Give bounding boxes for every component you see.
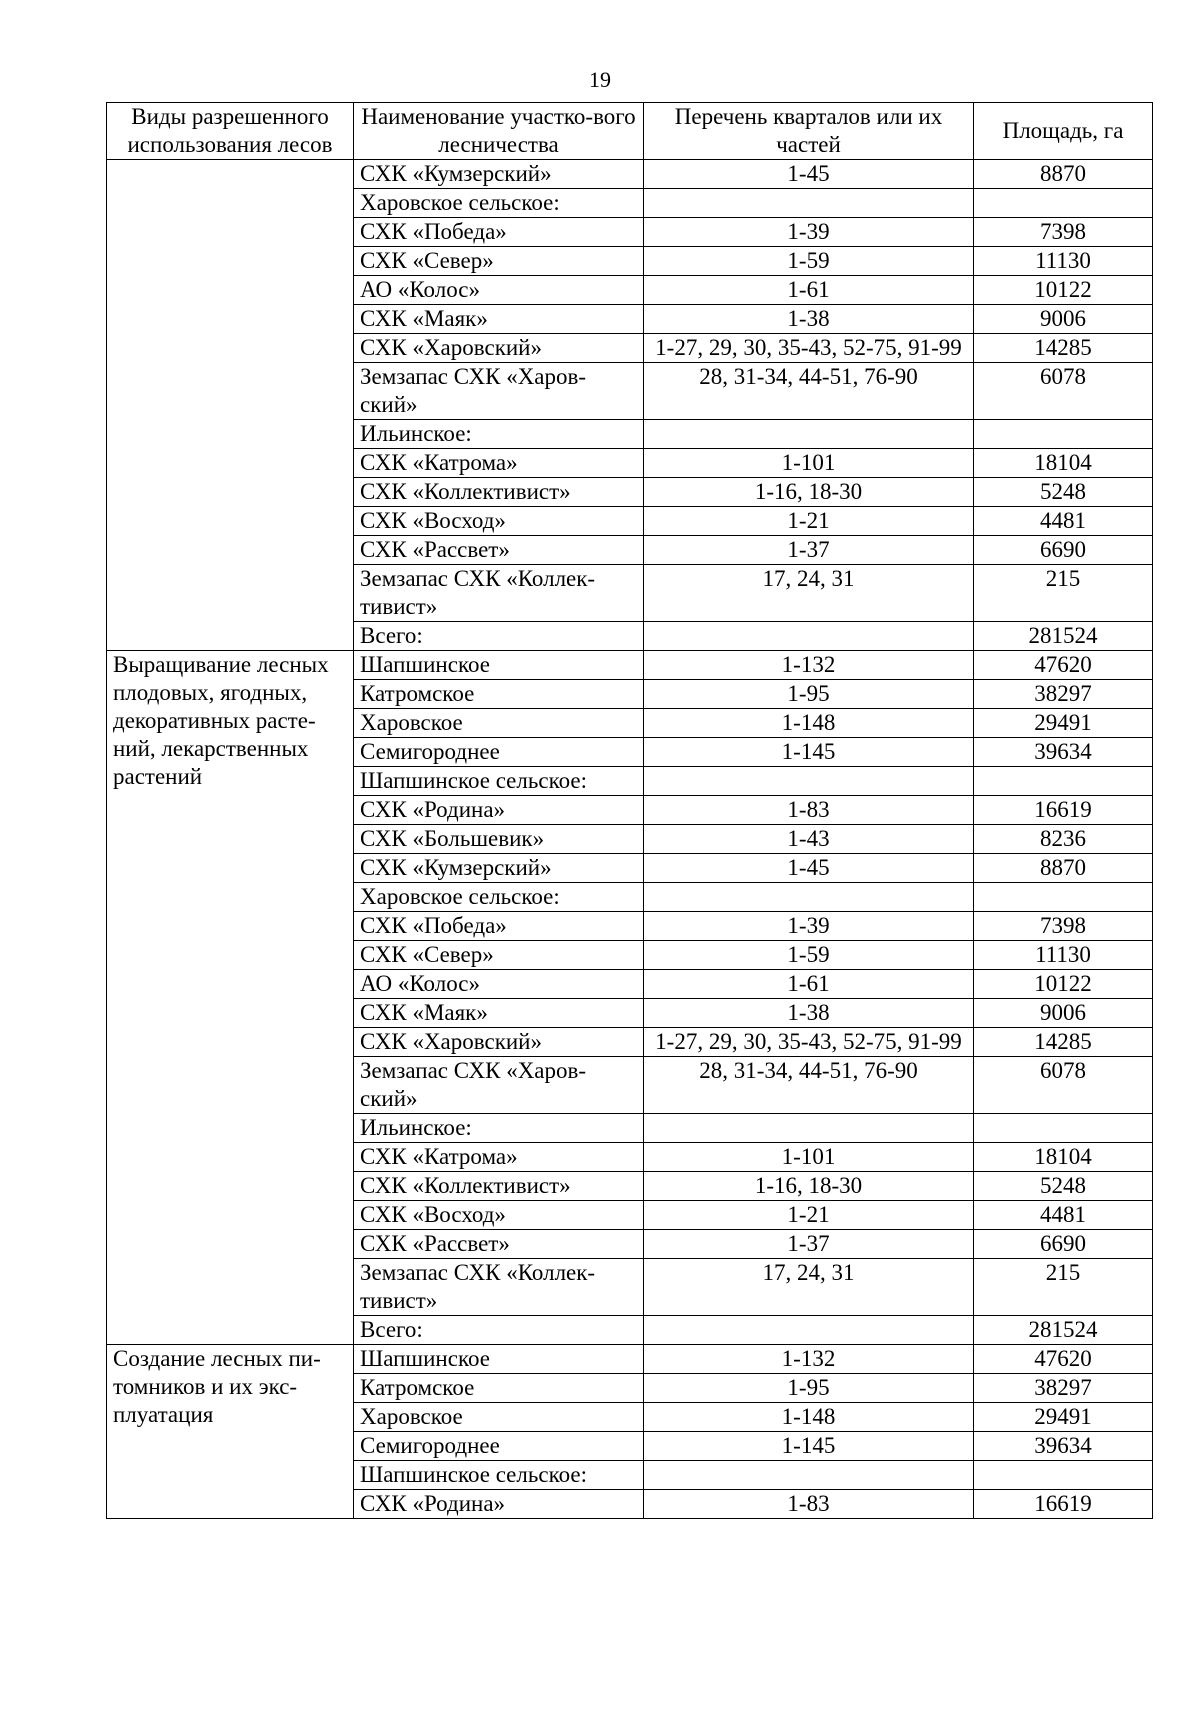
quarters-cell: 1-61 bbox=[644, 276, 974, 305]
area-cell: 16619 bbox=[974, 1490, 1153, 1519]
quarters-cell: 28, 31-34, 44-51, 76-90 bbox=[644, 363, 974, 420]
quarters-cell: 1-16, 18-30 bbox=[644, 478, 974, 507]
forestry-name-cell: Семигороднее bbox=[354, 738, 644, 767]
quarters-cell bbox=[644, 622, 974, 651]
forestry-name-cell: Катромское bbox=[354, 1374, 644, 1403]
forest-use-table bbox=[106, 102, 1153, 1519]
area-cell: 14285 bbox=[974, 334, 1153, 363]
area-cell: 39634 bbox=[974, 738, 1153, 767]
quarters-cell: 1-148 bbox=[644, 1403, 974, 1432]
area-cell: 4481 bbox=[974, 1201, 1153, 1230]
area-cell bbox=[974, 767, 1153, 796]
quarters-cell: 1-43 bbox=[644, 825, 974, 854]
forestry-name-cell: СХК «Восход» bbox=[354, 507, 644, 536]
area-cell: 18104 bbox=[974, 449, 1153, 478]
forestry-name-cell: Земзапас СХК «Харов-ский» bbox=[354, 363, 644, 420]
area-cell: 6690 bbox=[974, 1230, 1153, 1259]
forestry-name-cell: СХК «Харовский» bbox=[354, 334, 644, 363]
area-cell: 18104 bbox=[974, 1143, 1153, 1172]
quarters-cell: 1-21 bbox=[644, 1201, 974, 1230]
area-cell: 47620 bbox=[974, 1345, 1153, 1374]
forestry-name-cell: СХК «Родина» bbox=[354, 796, 644, 825]
forestry-name-cell: Катромское bbox=[354, 680, 644, 709]
area-cell: 11130 bbox=[974, 941, 1153, 970]
area-cell: 38297 bbox=[974, 1374, 1153, 1403]
forestry-name-cell: СХК «Север» bbox=[354, 941, 644, 970]
table-header-row bbox=[107, 103, 1153, 160]
forestry-name-cell: СХК «Победа» bbox=[354, 912, 644, 941]
forestry-name-cell: СХК «Катрома» bbox=[354, 449, 644, 478]
forestry-name-cell: АО «Колос» bbox=[354, 276, 644, 305]
area-cell: 8236 bbox=[974, 825, 1153, 854]
forestry-name-cell: Ильинское: bbox=[354, 420, 644, 449]
area-cell: 29491 bbox=[974, 1403, 1153, 1432]
quarters-cell: 1-37 bbox=[644, 536, 974, 565]
forestry-name-cell: СХК «Маяк» bbox=[354, 999, 644, 1028]
forestry-name-cell: Земзапас СХК «Коллек-тивист» bbox=[354, 565, 644, 622]
quarters-cell bbox=[644, 883, 974, 912]
area-cell bbox=[974, 1461, 1153, 1490]
quarters-cell: 1-83 bbox=[644, 1490, 974, 1519]
area-cell: 10122 bbox=[974, 276, 1153, 305]
forestry-name-cell: СХК «Кумзерский» bbox=[354, 160, 644, 189]
page-number: 19 bbox=[589, 67, 611, 92]
area-cell: 10122 bbox=[974, 970, 1153, 999]
forestry-name-cell: СХК «Коллективист» bbox=[354, 1172, 644, 1201]
area-cell: 38297 bbox=[974, 680, 1153, 709]
forestry-name-cell: СХК «Кумзерский» bbox=[354, 854, 644, 883]
forestry-name-cell: Ильинское: bbox=[354, 1114, 644, 1143]
area-cell: 7398 bbox=[974, 912, 1153, 941]
area-cell: 7398 bbox=[974, 218, 1153, 247]
area-cell: 5248 bbox=[974, 478, 1153, 507]
forestry-name-cell: СХК «Большевик» bbox=[354, 825, 644, 854]
quarters-cell: 1-59 bbox=[644, 247, 974, 276]
area-cell: 4481 bbox=[974, 507, 1153, 536]
quarters-cell: 17, 24, 31 bbox=[644, 565, 974, 622]
quarters-cell: 1-59 bbox=[644, 941, 974, 970]
forestry-name-cell: СХК «Рассвет» bbox=[354, 1230, 644, 1259]
quarters-cell bbox=[644, 1461, 974, 1490]
forestry-name-cell: СХК «Восход» bbox=[354, 1201, 644, 1230]
quarters-cell: 1-132 bbox=[644, 1345, 974, 1374]
forestry-name-cell: Шапшинское сельское: bbox=[354, 1461, 644, 1490]
forestry-name-cell: СХК «Коллективист» bbox=[354, 478, 644, 507]
use-type-cell: Выращивание лесных плодовых, ягодных, декоративных расте-ний, лекарственных растений bbox=[107, 651, 354, 1345]
quarters-cell bbox=[644, 1316, 974, 1345]
area-cell: 39634 bbox=[974, 1432, 1153, 1461]
area-cell: 16619 bbox=[974, 796, 1153, 825]
quarters-cell: 1-45 bbox=[644, 160, 974, 189]
quarters-cell: 1-16, 18-30 bbox=[644, 1172, 974, 1201]
area-cell bbox=[974, 189, 1153, 218]
forestry-name-cell: СХК «Победа» bbox=[354, 218, 644, 247]
forestry-name-cell: Семигороднее bbox=[354, 1432, 644, 1461]
area-cell: 281524 bbox=[974, 622, 1153, 651]
use-type-cell bbox=[107, 160, 354, 651]
quarters-cell bbox=[644, 189, 974, 218]
header-forestry: Наименование участко-вого лесничества bbox=[354, 103, 644, 160]
use-type-cell: Создание лесных пи-томников и их экс-плуатация bbox=[107, 1345, 354, 1519]
area-cell: 29491 bbox=[974, 709, 1153, 738]
quarters-cell: 17, 24, 31 bbox=[644, 1259, 974, 1316]
forestry-name-cell: СХК «Катрома» bbox=[354, 1143, 644, 1172]
quarters-cell: 1-132 bbox=[644, 651, 974, 680]
forestry-name-cell: Всего: bbox=[354, 1316, 644, 1345]
area-cell bbox=[974, 883, 1153, 912]
area-cell: 9006 bbox=[974, 999, 1153, 1028]
quarters-cell: 28, 31-34, 44-51, 76-90 bbox=[644, 1057, 974, 1114]
quarters-cell bbox=[644, 767, 974, 796]
forestry-name-cell: СХК «Харовский» bbox=[354, 1028, 644, 1057]
quarters-cell: 1-95 bbox=[644, 680, 974, 709]
quarters-cell: 1-83 bbox=[644, 796, 974, 825]
quarters-cell bbox=[644, 420, 974, 449]
quarters-cell: 1-148 bbox=[644, 709, 974, 738]
area-cell: 8870 bbox=[974, 160, 1153, 189]
area-cell: 47620 bbox=[974, 651, 1153, 680]
area-cell: 215 bbox=[974, 1259, 1153, 1316]
forestry-name-cell: СХК «Маяк» bbox=[354, 305, 644, 334]
table-row bbox=[107, 651, 1153, 680]
area-cell: 6078 bbox=[974, 1057, 1153, 1114]
quarters-cell: 1-37 bbox=[644, 1230, 974, 1259]
quarters-cell: 1-27, 29, 30, 35-43, 52-75, 91-99 bbox=[644, 334, 974, 363]
forestry-name-cell: Харовское bbox=[354, 709, 644, 738]
quarters-cell: 1-38 bbox=[644, 999, 974, 1028]
forestry-name-cell: СХК «Рассвет» bbox=[354, 536, 644, 565]
forestry-name-cell: Всего: bbox=[354, 622, 644, 651]
forestry-name-cell: Харовское bbox=[354, 1403, 644, 1432]
area-cell bbox=[974, 420, 1153, 449]
header-area: Площадь, га bbox=[974, 103, 1153, 160]
area-cell: 281524 bbox=[974, 1316, 1153, 1345]
area-cell: 215 bbox=[974, 565, 1153, 622]
quarters-cell bbox=[644, 1114, 974, 1143]
area-cell: 6690 bbox=[974, 536, 1153, 565]
quarters-cell: 1-101 bbox=[644, 1143, 974, 1172]
forestry-name-cell: СХК «Родина» bbox=[354, 1490, 644, 1519]
quarters-cell: 1-95 bbox=[644, 1374, 974, 1403]
forestry-name-cell: СХК «Север» bbox=[354, 247, 644, 276]
forestry-name-cell: Харовское сельское: bbox=[354, 189, 644, 218]
forestry-name-cell: Земзапас СХК «Коллек-тивист» bbox=[354, 1259, 644, 1316]
quarters-cell: 1-38 bbox=[644, 305, 974, 334]
area-cell: 6078 bbox=[974, 363, 1153, 420]
quarters-cell: 1-27, 29, 30, 35-43, 52-75, 91-99 bbox=[644, 1028, 974, 1057]
quarters-cell: 1-61 bbox=[644, 970, 974, 999]
area-cell bbox=[974, 1114, 1153, 1143]
area-cell: 9006 bbox=[974, 305, 1153, 334]
quarters-cell: 1-45 bbox=[644, 854, 974, 883]
quarters-cell: 1-39 bbox=[644, 912, 974, 941]
table-body bbox=[107, 160, 1153, 1519]
table-row bbox=[107, 1345, 1153, 1374]
area-cell: 8870 bbox=[974, 854, 1153, 883]
forestry-name-cell: Харовское сельское: bbox=[354, 883, 644, 912]
forestry-name-cell: Шапшинское bbox=[354, 1345, 644, 1374]
forestry-name-cell: АО «Колос» bbox=[354, 970, 644, 999]
forestry-name-cell: Шапшинское bbox=[354, 651, 644, 680]
header-use-type: Виды разрешенного использования лесов bbox=[107, 103, 354, 160]
quarters-cell: 1-101 bbox=[644, 449, 974, 478]
table-row bbox=[107, 160, 1153, 189]
area-cell: 11130 bbox=[974, 247, 1153, 276]
header-quarters: Перечень кварталов или их частей bbox=[644, 103, 974, 160]
quarters-cell: 1-21 bbox=[644, 507, 974, 536]
forestry-name-cell: Шапшинское сельское: bbox=[354, 767, 644, 796]
quarters-cell: 1-39 bbox=[644, 218, 974, 247]
forestry-name-cell: Земзапас СХК «Харов-ский» bbox=[354, 1057, 644, 1114]
quarters-cell: 1-145 bbox=[644, 738, 974, 767]
area-cell: 5248 bbox=[974, 1172, 1153, 1201]
area-cell: 14285 bbox=[974, 1028, 1153, 1057]
quarters-cell: 1-145 bbox=[644, 1432, 974, 1461]
